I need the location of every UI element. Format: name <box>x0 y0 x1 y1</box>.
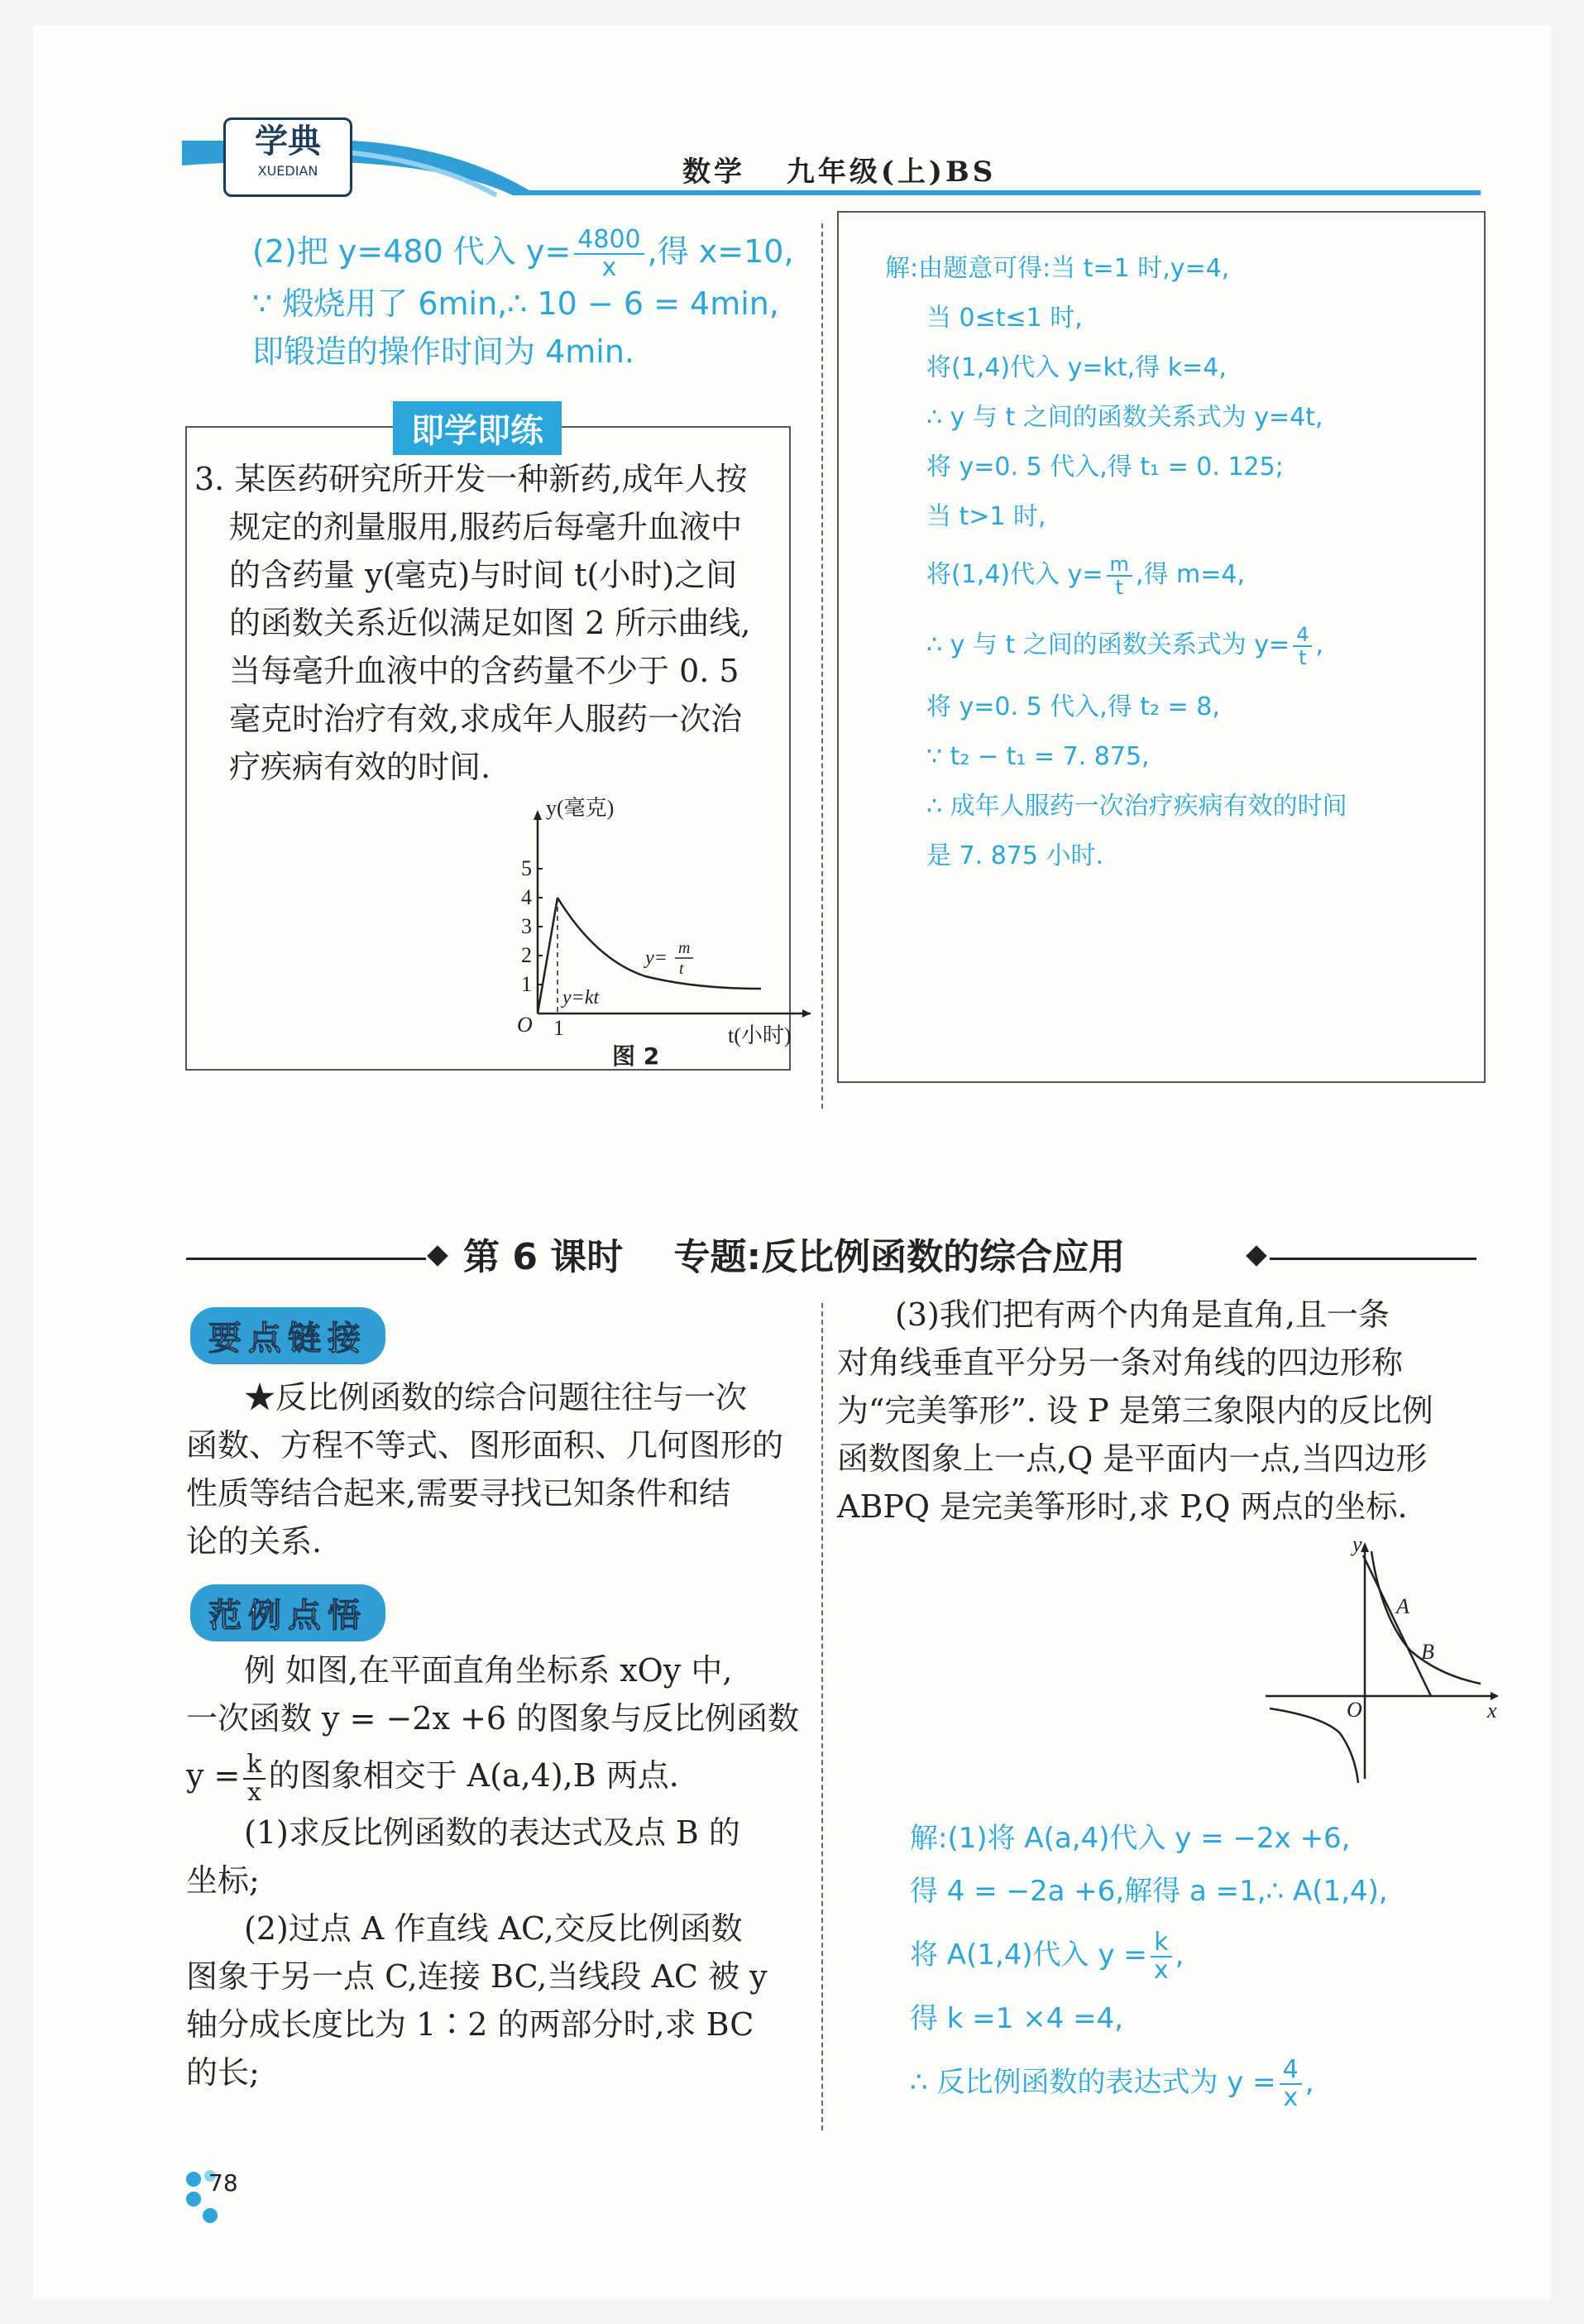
header-subject <box>682 149 996 189</box>
solution-line <box>252 223 848 280</box>
exercise-line: 当每毫升血液中的含药量不少于 0. 5 <box>229 653 739 689</box>
text: ,得 m=4, <box>1135 560 1245 589</box>
example-line: 轴分成长度比为 1∶2 的两部分时,求 BC <box>186 2006 754 2043</box>
exercise-text <box>194 455 782 791</box>
example-line: 图象于另一点 C,连接 BC,当线段 AC 被 y <box>186 1958 768 1995</box>
question-line: (3)我们把有两个内角是直角,且一条 <box>895 1296 1390 1333</box>
logo-cn: 学典 <box>255 122 321 161</box>
x-label: x <box>1487 1699 1497 1723</box>
subject: 数学 <box>682 156 745 189</box>
solution-line: ∴ 成年人服药一次治疗疾病有效的时间 <box>926 792 1347 821</box>
num: k <box>243 1751 265 1780</box>
fraction <box>243 1751 265 1806</box>
text: 将 A(1,4)代入 y = <box>910 1938 1147 1972</box>
logo <box>223 117 352 197</box>
example-line: 坐标; <box>186 1862 260 1899</box>
fraction <box>1280 2054 1302 2112</box>
num: m <box>1107 553 1132 577</box>
text: ∴ y 与 t 之间的函数关系式为 y= <box>926 630 1290 659</box>
den: t <box>1299 645 1307 669</box>
solution-line: ∵ 煅烧用了 6min,∴ 10 − 6 = 4min, <box>252 285 779 322</box>
coordinate-figure <box>1257 1531 1505 1804</box>
page <box>33 25 1551 2300</box>
figure-2 <box>480 790 827 1063</box>
exercise-line: 疗疾病有效的时间. <box>229 749 491 785</box>
den: x <box>1283 2082 1299 2112</box>
solution-line: 是 7. 875 小时. <box>926 841 1104 870</box>
column-divider-top <box>821 223 823 1109</box>
text: ,得 x=10, <box>647 233 794 270</box>
figure-caption: 图 2 <box>612 1042 660 1070</box>
example-line: (2)过点 A 作直线 AC,交反比例函数 <box>244 1910 743 1947</box>
key-points-text <box>186 1373 815 1565</box>
exercise-line: 规定的剂量服用,服药后每毫升血液中 <box>229 509 743 545</box>
den: t <box>1115 575 1123 599</box>
exercise-tag: 即学即练 <box>393 401 562 455</box>
example-title: 范例点悟 <box>190 1584 385 1641</box>
fraction <box>1107 553 1132 598</box>
example-line: 例 如图,在平面直角坐标系 xOy 中, <box>244 1652 733 1689</box>
y-arrow <box>534 810 542 820</box>
text: 的图象相交于 A(a,4),B 两点. <box>268 1757 679 1794</box>
key-point-line: 函数、方程不等式、图形面积、几何图形的 <box>186 1427 784 1464</box>
hyperbola-branch-3 <box>1270 1708 1358 1783</box>
top-left-solution <box>252 223 848 376</box>
question-line: 为“完美筝形”. 设 P 是第三象限内的反比例 <box>837 1392 1433 1429</box>
curve-den: t <box>679 960 684 978</box>
exercise-line: 3. 某医药研究所开发一种新药,成年人按 <box>194 461 748 497</box>
y-tick-3: 3 <box>521 914 532 938</box>
point-a-label: A <box>1396 1594 1409 1618</box>
origin-label: O <box>1347 1698 1362 1722</box>
question-line: 对角线垂直平分另一条对角线的四边形称 <box>837 1344 1404 1381</box>
x-arrow <box>802 1009 811 1018</box>
den: x <box>247 1777 261 1807</box>
question3-text <box>837 1291 1491 1531</box>
solution-line: 将(1,4)代入 y=kt,得 k=4, <box>926 353 1227 382</box>
text: ∴ 反比例函数的表达式为 y = <box>910 2066 1276 2099</box>
solution-line: 得 4 = −2a +6,解得 a =1,∴ A(1,4), <box>910 1875 1388 1908</box>
solution-line: 将 y=0. 5 代入,得 t₂ = 8, <box>926 692 1220 721</box>
solution-line: 解:由题意可得:当 t=1 时,y=4, <box>885 254 1230 283</box>
text: , <box>1175 1938 1184 1972</box>
solution-line: 得 k =1 ×4 =4, <box>910 2002 1124 2035</box>
num: 4 <box>1280 2057 1302 2085</box>
den: x <box>1153 1955 1169 1985</box>
text: (2)把 y=480 代入 y= <box>252 233 572 270</box>
hyperbola-branch-1 <box>1371 1551 1481 1684</box>
example-line: (1)求反比例函数的表达式及点 B 的 <box>244 1814 740 1851</box>
example-line <box>186 1742 815 1809</box>
text: , <box>1304 2066 1314 2099</box>
exercise-line: 的函数关系近似满足如图 2 所示曲线, <box>229 605 751 641</box>
logo-en: XUEDIAN <box>257 163 318 179</box>
solution-line: 将 y=0. 5 代入,得 t₁ = 0. 125; <box>926 453 1284 482</box>
solution-line: ∵ t₂ − t₁ = 7. 875, <box>926 742 1150 771</box>
page-number: 78 <box>208 2169 238 2197</box>
solution-line: 当 t>1 时, <box>926 502 1046 531</box>
num: 4800 <box>574 227 644 255</box>
num: k <box>1151 1929 1172 1957</box>
solution-line <box>910 2045 1505 2120</box>
line-label: y=kt <box>562 987 600 1009</box>
num: 4 <box>1293 624 1312 647</box>
solution-line: 即锻造的操作时间为 4min. <box>252 333 634 370</box>
y-axis-label: y(毫克) <box>546 796 615 820</box>
fraction <box>574 224 644 282</box>
example-line: 一次函数 y = −2x +6 的图象与反比例函数 <box>186 1700 800 1737</box>
y-label: y <box>1352 1532 1362 1556</box>
y-tick-2: 2 <box>521 943 532 967</box>
lesson-title-row <box>186 1233 1476 1282</box>
title-rule-right <box>1270 1258 1476 1260</box>
diamond-right-icon <box>1246 1245 1266 1266</box>
origin-label: O <box>517 1013 533 1037</box>
y-tick-5: 5 <box>521 856 532 880</box>
question-line: ABPQ 是完美筝形时,求 P,Q 两点的坐标. <box>837 1488 1408 1525</box>
curve-num: m <box>678 939 691 957</box>
linear-function-line <box>1363 1555 1431 1696</box>
x-axis-label: t(小时) <box>728 1023 792 1047</box>
x-tick-1: 1 <box>553 1016 564 1040</box>
curve-label: y= <box>645 947 668 969</box>
example-text <box>186 1646 815 2096</box>
title-rule-left <box>186 1258 426 1260</box>
example-solution <box>910 1812 1505 2120</box>
question-line: 函数图象上一点,Q 是平面内一点,当四边形 <box>837 1440 1428 1477</box>
key-point-line: 性质等结合起来,需要寻找已知条件和结 <box>186 1475 731 1512</box>
solution-line <box>885 542 1481 608</box>
lesson-title: 第 6 课时 专题:反比例函数的综合应用 <box>463 1236 1126 1278</box>
fraction <box>1293 624 1312 668</box>
exercise-line: 的含药量 y(毫克)与时间 t(小时)之间 <box>229 557 738 593</box>
key-point-line: ★反比例函数的综合问题往往与一次 <box>244 1379 748 1416</box>
fraction <box>1151 1929 1172 1984</box>
solution-line <box>910 1918 1505 1992</box>
solution-line: 解:(1)将 A(a,4)代入 y = −2x +6, <box>910 1822 1351 1855</box>
right-solution <box>885 244 1481 881</box>
solution-line: ∴ y 与 t 之间的函数关系式为 y=4t, <box>926 403 1323 432</box>
exercise-line: 毫克时治疗有效,求成年人服药一次治 <box>229 701 743 737</box>
den: x <box>601 252 617 282</box>
solution-line: 当 0≤t≤1 时, <box>926 304 1083 333</box>
point-b-label: B <box>1421 1640 1434 1664</box>
y-tick-4: 4 <box>521 885 532 909</box>
text: 将(1,4)代入 y= <box>926 560 1103 589</box>
example-line: 的长; <box>186 2054 260 2091</box>
text: y = <box>186 1757 241 1794</box>
key-point-line: 论的关系. <box>186 1523 323 1560</box>
grade: 九年级(上)BS <box>786 156 997 189</box>
inverse-curve <box>558 898 761 989</box>
text: , <box>1315 630 1324 659</box>
diamond-left-icon <box>427 1245 447 1266</box>
y-tick-1: 1 <box>521 972 532 996</box>
solution-line <box>885 608 1481 683</box>
key-points-title: 要点链接 <box>190 1307 385 1364</box>
column-divider-bottom <box>821 1303 823 2130</box>
